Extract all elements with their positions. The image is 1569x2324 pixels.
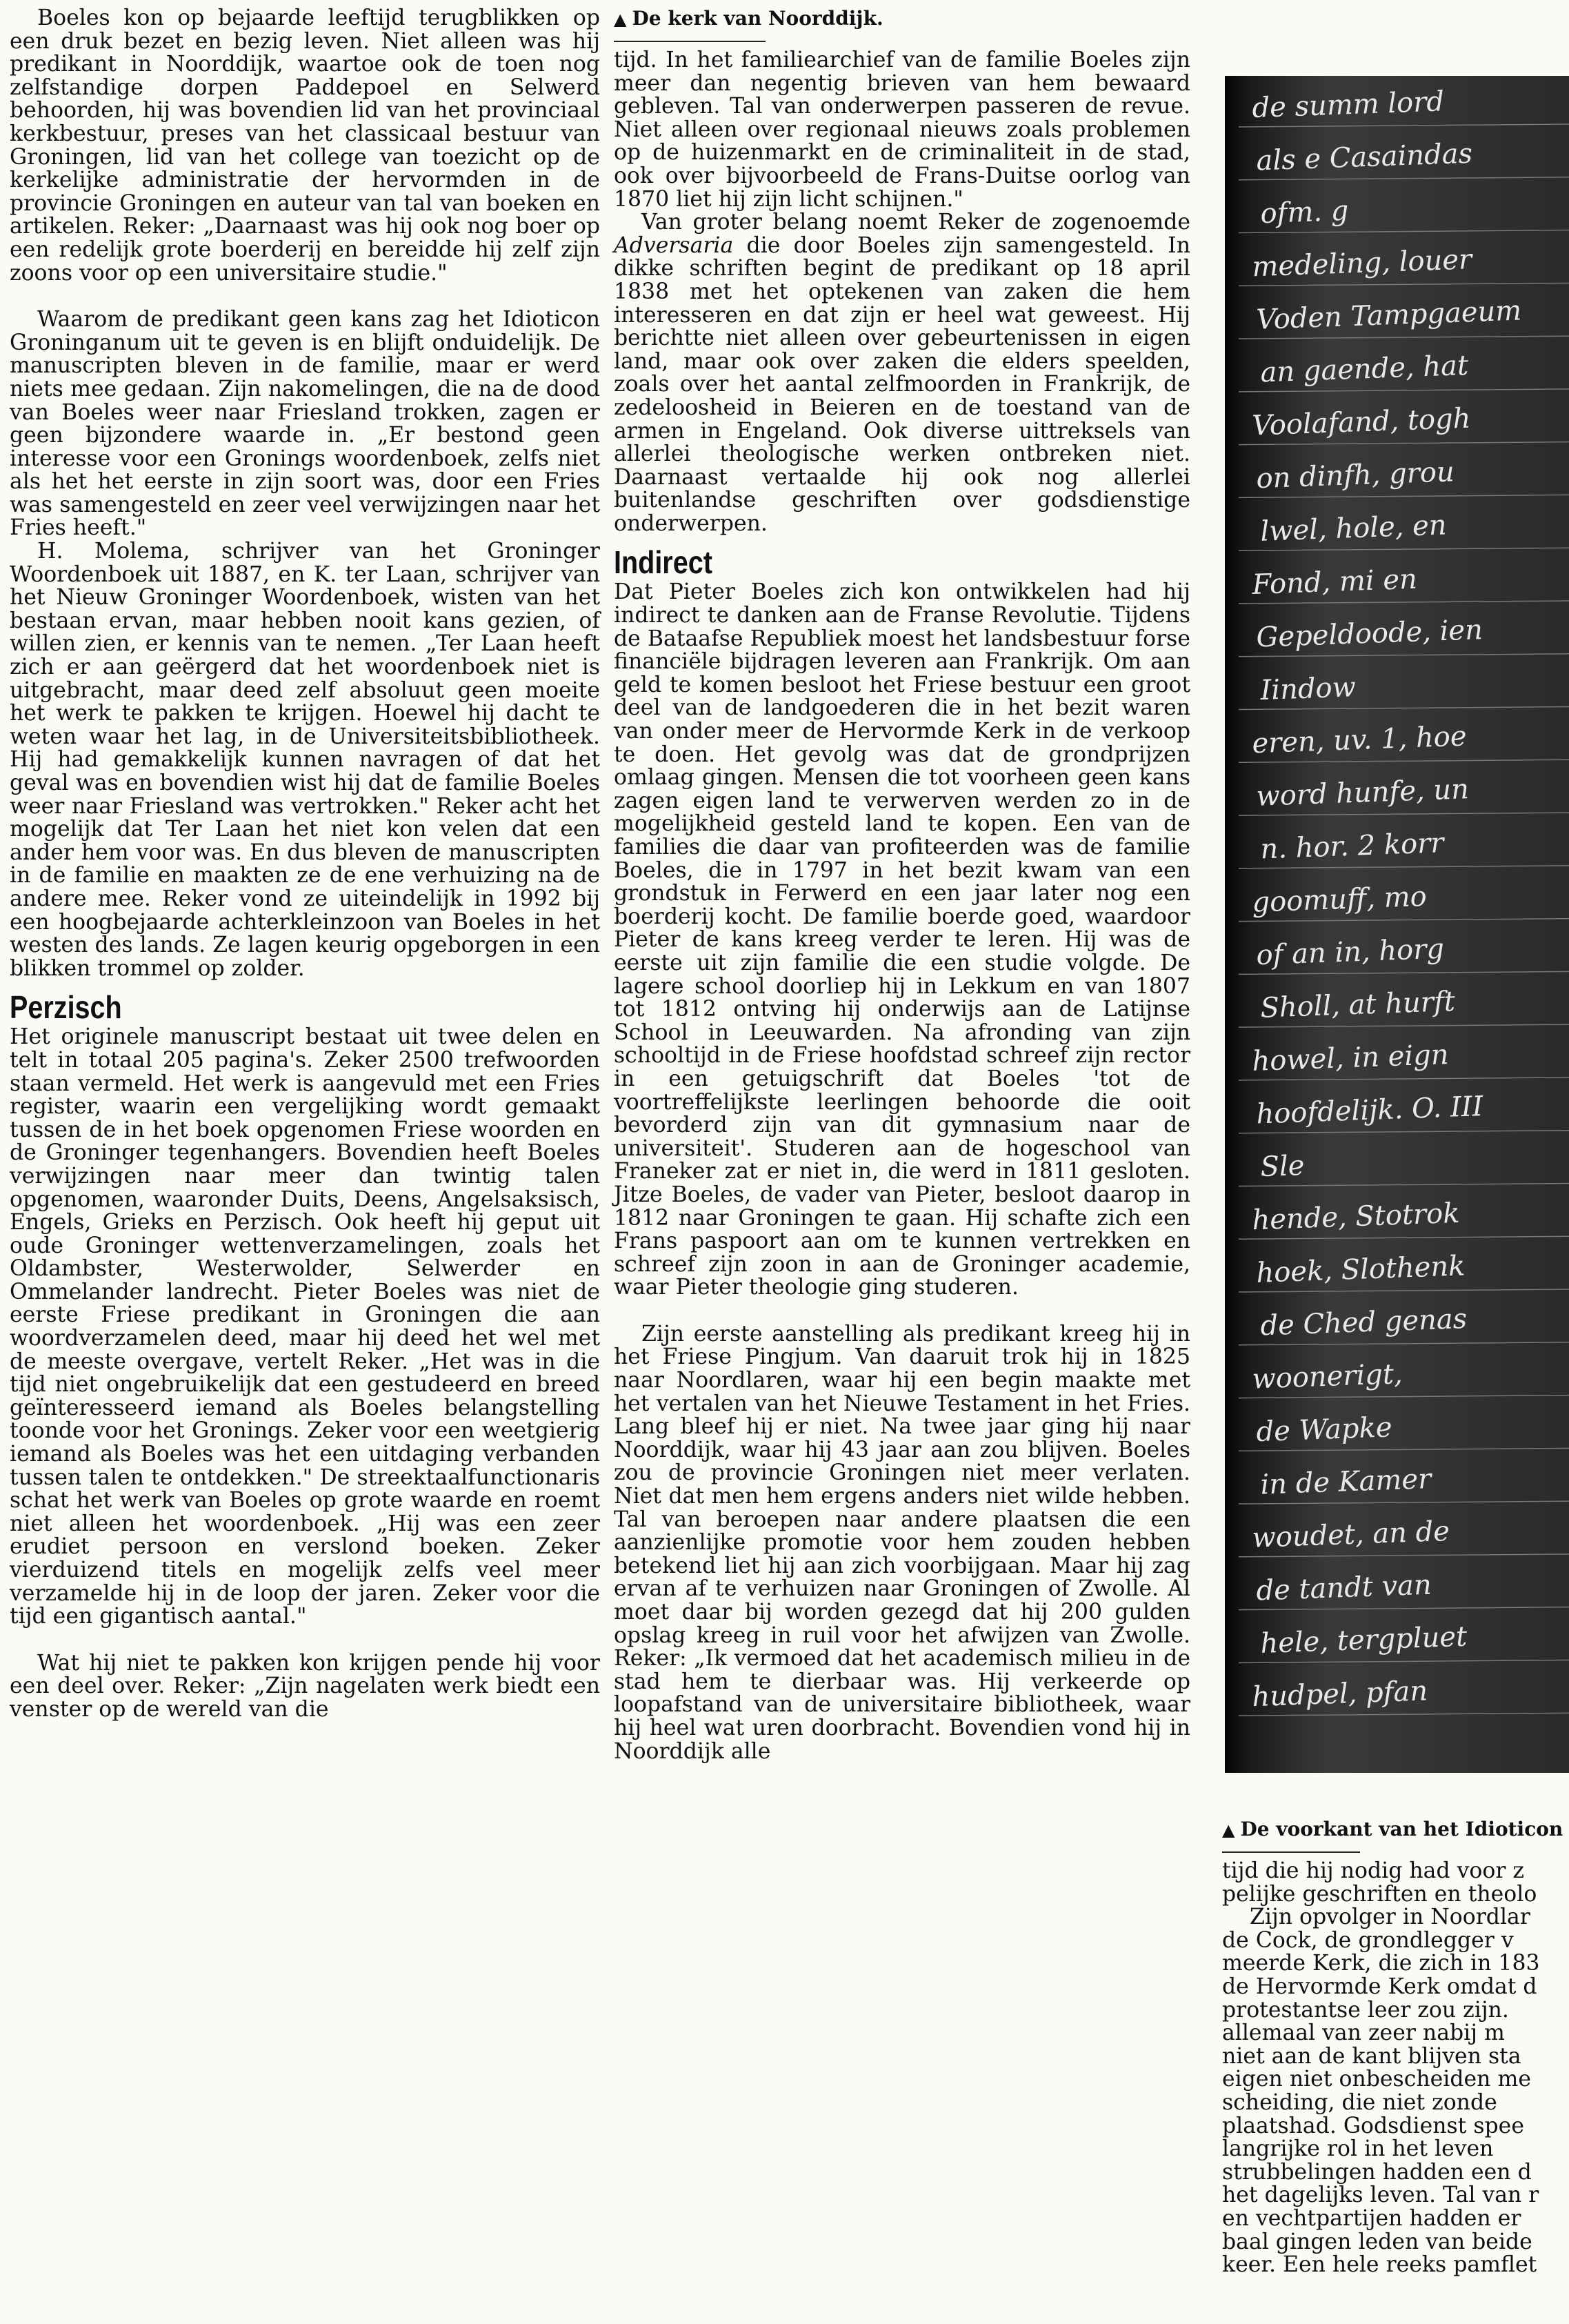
- handwriting-line: hoofdelijk. O. III: [1255, 1091, 1484, 1131]
- handwriting-line: lwel, hole, en: [1259, 509, 1448, 548]
- text-line: Zijn opvolger in Noordlar: [1250, 1905, 1530, 1930]
- text-line: strubbelingen hadden een d: [1222, 2159, 1532, 2185]
- text-line: baal gingen leden van beide: [1222, 2229, 1532, 2254]
- caption-rule: [1222, 1851, 1360, 1853]
- handwriting-line: de tandt van: [1255, 1569, 1432, 1607]
- text-line: tijd die hij nodig had voor z: [1222, 1858, 1525, 1883]
- paragraph-text: die door Boeles zijn samengesteld. In dikke schriften begint de predikant op 18 april 1838 met het optekenen van zaken die hem interesseren en dat zijn er heel wat geweest. Hij berichtte niet alleen over gebeurtenissen in eigen land, maar ook over zaken die elders speelden, zoals over het aantal zelfmoorden in Frankrijk, de zedeloosheid in Beieren en de toestand van de armen in Engeland. Ook diverse uittreksels van allerlei theologische werken ontbreken niet. Daarnaast vertaalde hij ook nog allerlei buitenlandse geschriften over godsdienstige onderwerpen.: [614, 232, 1190, 536]
- caption-text: De voorkant van het Idioticon: [1240, 1818, 1563, 1840]
- handwriting-line: word hunfe, un: [1255, 773, 1470, 813]
- handwriting-line: woudet, an de: [1251, 1515, 1450, 1554]
- text-line: en vechtpartijen hadden er: [1222, 2205, 1521, 2231]
- paragraph-text: Van groter belang noemt Reker de zogenoemde: [641, 210, 1190, 235]
- handwriting-line: Iindow: [1259, 671, 1357, 707]
- section-heading: Perzisch: [10, 989, 122, 1026]
- section-heading: Indirect: [614, 544, 712, 581]
- handwriting-line: hende, Stotrok: [1251, 1197, 1461, 1237]
- column-right: [1222, 7, 1569, 2277]
- handwriting-line: Gepeldoode, ien: [1255, 614, 1483, 654]
- paragraph: [1222, 1860, 1569, 2277]
- handwriting-line: of an in, horg: [1255, 933, 1445, 972]
- paragraph: Het originele manuscript bestaat uit twee delen en telt in totaal 205 pagina's. Zeker 2500 trefwoorden staan vermeld. Het werk is aangevuld met een Fries register, waarin een vergelijking wordt gemaakt tussen de in het boek opgenomen Friese woorden en de Groninger tegenhangers. Bovendien heeft Boeles verwijzingen naar meer dan twintig talen opgenomen, waaronder Duits, Deens, Angelsaksisch, Engels, Grieks en Perzisch. Ook heeft hij geput uit oude Groninger wettenverzamelingen, zoals het Oldambster, Westerwolder, Selwerder en Ommelander landrecht. Pieter Boeles was niet de eerste Friese predikant in Groningen die aan woordverzamelen deed, maar hij deed het wel met de meeste overgave, vertelt Reker. „Het was in die tijd niet ongebruikelijk dat een gestudeerd en breed geïnteresseerd iemand als Boeles belangstelling toonde voor het Gronings. Zeker voor een weetgierig iemand als Boeles was het een uitdaging verbanden tussen talen te ontdekken." De streektaalfunctionaris schat het werk van Boeles op grote waarde en roemt niet alleen het woordenboek. „Hij was een zeer erudiet persoon en verslond boeken. Zeker vierduizend titels en mogelijk zelfs veel meer verzamelde hij in de loop der jaren. Zeker voor die tijd een gigantisch aantal.": [10, 1024, 600, 1629]
- text-line: de Cock, de grondlegger v: [1222, 1927, 1514, 1953]
- paragraph: Boeles kon op bejaarde leeftijd terugblikken op een druk bezet en bezig leven. Niet alleen was hij predikant in Noorddijk, waartoe ook de toen nog zelfstandige dorpen Paddepoel en Selwerd behoorden, hij was bovendien lid van het provinciaal kerkbestuur, preses van het classicaal bestuur van Groningen, lid van het college van toezicht op de kerkelijke administratie der hervormden in de provincie Groningen en auteur van tal van boeken en artikelen. Reker: „Daarnaast was hij ook nog boer op een redelijk grote boerderij en bereidde hij zelf zijn zoons voor op een universitaire studie.": [10, 6, 600, 286]
- text-line: het dagelijks leven. Tal van r: [1222, 2183, 1539, 2208]
- text-line: niet aan de kant blijven sta: [1222, 2043, 1521, 2069]
- handwriting-line: hoek, Slothenk: [1255, 1250, 1466, 1289]
- triangle-icon: ▲: [614, 10, 627, 29]
- photo-caption: [614, 7, 1190, 31]
- handwriting-line: Voden Tampgaeum: [1255, 295, 1522, 336]
- handwriting-line: de summ lord: [1251, 86, 1445, 124]
- text-line: eigen niet onbescheiden me: [1222, 2067, 1531, 2092]
- paragraph: H. Molema, schrijver van het Groninger Woordenboek uit 1887, en K. ter Laan, schrijver van het Nieuw Groninger Woordenboek, wisten van het bestaan ervan, maar hebben nooit kans gezien, of willen zien, er kennis van te nemen. „Ter Laan heeft zich er aan geërgerd dat het woordenboek niet is uitgebracht, maar deed zelf absoluut geen moeite het werk te pakken te krijgen. Hoewel hij dacht te weten waar het lag, in de Universiteitsbibliotheek. Hij had gemakkelijk kunnen navragen of dat het geval was en bovendien wist hij dat de familie Boeles weer naar Friesland was vertrokken." Reker acht het mogelijk dat Ter Laan het niet kon velen dat een ander hem voor was. En dus bleven de manuscripten in de familie en maakten ze de ene verhuizing na de andere mee. Reker vond ze uiteindelijk in 1992 bij een hoogbejaarde achterkleinzoon van Boeles in het westen des lands. Ze lagen keurig opgeborgen in een blikken trommel op zolder.: [10, 539, 600, 981]
- paragraph: Wat hij niet te pakken kon krijgen pende hij voor een deel over. Reker: „Zijn nagelaten werk biedt een venster op de wereld van die: [10, 1650, 600, 1722]
- paragraph: Dat Pieter Boeles zich kon ontwikkelen had hij indirect te danken aan de Franse Revolutie. Tijdens de Bataafse Republiek moest het landsbestuur forse financiële bijdragen leveren aan Frankrijk. Om aan geld te komen besloot het Friese bestuur een groot deel van de landgoederen die in het bezit waren van onder meer de Hervormde Kerk in de verkoop te doen. Het gevolg was dat de grondprijzen omlaag gingen. Mensen die tot voorheen geen kans zagen eigen land te verwerven werden zo in de mogelijkheid gesteld land te kopen. Een van de families die daar van profiteerden was de familie Boeles, die in 1797 in het bezit kwam van een grondstuk in Ferwerd en een jaar later nog een boerderij kocht. De familie boerde goed, waardoor Pieter de kans kreeg verder te leren. Hij was de eerste uit zijn familie die een studie volgde. De lagere school doorliep hij in Lekkum en van 1807 tot 1812 ontving hij onderwijs aan de Latijnse School in Leeuwarden. Na afronding van zijn schooltijd in de Friese hoofdstad schreef zijn rector in een getuigschrift dat Boeles 'tot de voortreffelijkste leerlingen behoorde die ooit bevorderd zijn van dit gymnasium naar de universiteit'. Studeren aan de hogeschool van Franeker zat er niet in, die werd in 1811 gesloten. Jitze Boeles, de vader van Pieter, besloot daarop in 1812 naar Groningen te gaan. Hij schafte zich een Frans paspoort aan om te kunnen vertrekken en schreef zijn zoon in aan de Groninger academie, waar Pieter theologie ging studeren.: [614, 579, 1190, 1300]
- handwriting-line: Fond, mi en: [1251, 563, 1418, 601]
- text-line: plaatshad. Godsdienst spee: [1222, 2113, 1524, 2138]
- caption-text: De kerk van Noorddijk.: [632, 7, 883, 30]
- paragraph-text: Waarom de predikant geen kans zag het Idioticon Groninganum uit te geven is en blijft onduidelijk. De manuscripten bleven in de familie, maar er werd niets mee gedaan. Zijn nakomelingen, die na de dood van Boeles weer naar Friesland trokken, zagen er geen bijzondere waarde in. „Er bestond geen interesse voor een Gronings woordenboek, zelfs niet als het het eerste in zijn soort was, door een Fries was samengesteld en zeer veel verwijzingen naar het Fries heeft.": [10, 307, 600, 541]
- handwriting-line: Sholl, at hurft: [1259, 985, 1456, 1024]
- triangle-icon: ▲: [1222, 1820, 1235, 1840]
- handwriting-line: Voolafand, togh: [1251, 402, 1472, 442]
- handwriting-line: an gaende, hat: [1259, 349, 1469, 389]
- handwriting-line: als e Casaindas: [1255, 137, 1473, 177]
- text-line: meerde Kerk, die zich in 183: [1222, 1951, 1540, 1976]
- handwriting-line: goomuff, mo: [1251, 880, 1428, 919]
- paragraph: [614, 211, 1190, 535]
- paragraph: Zijn eerste aanstelling als predikant kreeg hij in het Friese Pingjum. Van daaruit trok hij in 1825 naar Noordlaren, waar hij een begin maakte met het vertalen van het Nieuwe Testament in het Fries. Lang bleef hij er niet. Na twee jaar ging hij naar Noorddijk, waar hij 43 jaar aan zou blijven. Boeles zou de provincie Groningen niet meer verlaten. Niet dat men hem ergens anders niet wilde hebben. Tal van beroepen naar andere plaatsen die een aanzienlijke promotie voor hem zouden hebben betekend liet hij aan zich voorbijgaan. Maar hij zag ervan af te verhuizen naar Groningen of Zwolle. Al moet daar bij worden gezegd dat hij 200 gulden opslag kreeg in ruil voor het afwijzen van Zwolle. Reker: „Ik vermoed dat het academisch milieu in de stad hem te dierbaar was. Hij verkeerde op loopafstand van de universitaire bibliotheek, waar hij heel wat uren doorbracht. Bovendien vond hij in Noorddijk alle: [614, 1321, 1190, 1764]
- handwriting-line: de Wapke: [1255, 1411, 1393, 1449]
- handwriting-line: woonerigt,: [1251, 1358, 1403, 1396]
- handwriting-line: Sle: [1259, 1149, 1306, 1184]
- handwriting-line: medeling, louer: [1251, 244, 1472, 284]
- text-line: scheiding, die niet zonde: [1222, 2089, 1497, 2115]
- text-line: allemaal van zeer nabij m: [1222, 2020, 1505, 2046]
- text-line: keer. Een hele reeks pamflet: [1222, 2252, 1537, 2278]
- emphasis: Adversaria: [614, 232, 734, 258]
- handwriting-line: on dinfh, grou: [1255, 456, 1455, 495]
- text-line: protestantse leer zou zijn.: [1222, 1997, 1509, 2023]
- photo-caption: [1222, 1818, 1569, 1842]
- handwriting-line: eren, uv. 1, hoe: [1251, 720, 1468, 760]
- handwriting-line: howel, in eign: [1251, 1039, 1450, 1077]
- handwriting-line: hudpel, pfan: [1251, 1675, 1428, 1714]
- column-left: [10, 7, 600, 1722]
- paragraph: tijd. In het familiearchief van de familie Boeles zijn meer dan negentig brieven van hem bewaard gebleven. Tal van onderwerpen passeren de revue. Niet alleen over regionaal nieuws zoals problemen op de huizenmarkt en de criminaliteit in de stad, ook over bijvoorbeeld de Frans-Duitse oorlog van 1870 liet hij zijn licht schijnen.": [614, 48, 1190, 212]
- handwriting-line: ofm. g: [1259, 195, 1350, 230]
- handwriting-line: hele, tergpluet: [1259, 1620, 1468, 1660]
- handwriting-line: de Ched genas: [1259, 1302, 1468, 1342]
- text-line: de Hervormde Kerk omdat d: [1222, 1974, 1537, 1999]
- handwriting-line: n. hor. 2 korr: [1259, 827, 1445, 866]
- text-line: pelijke geschriften en theolo: [1222, 1881, 1537, 1907]
- column-middle: [614, 7, 1190, 1763]
- paragraph: [10, 308, 600, 540]
- caption-rule: [614, 41, 766, 42]
- text-line: langrijke rol in het leven: [1222, 2136, 1494, 2162]
- handwriting-line: in de Kamer: [1259, 1463, 1432, 1501]
